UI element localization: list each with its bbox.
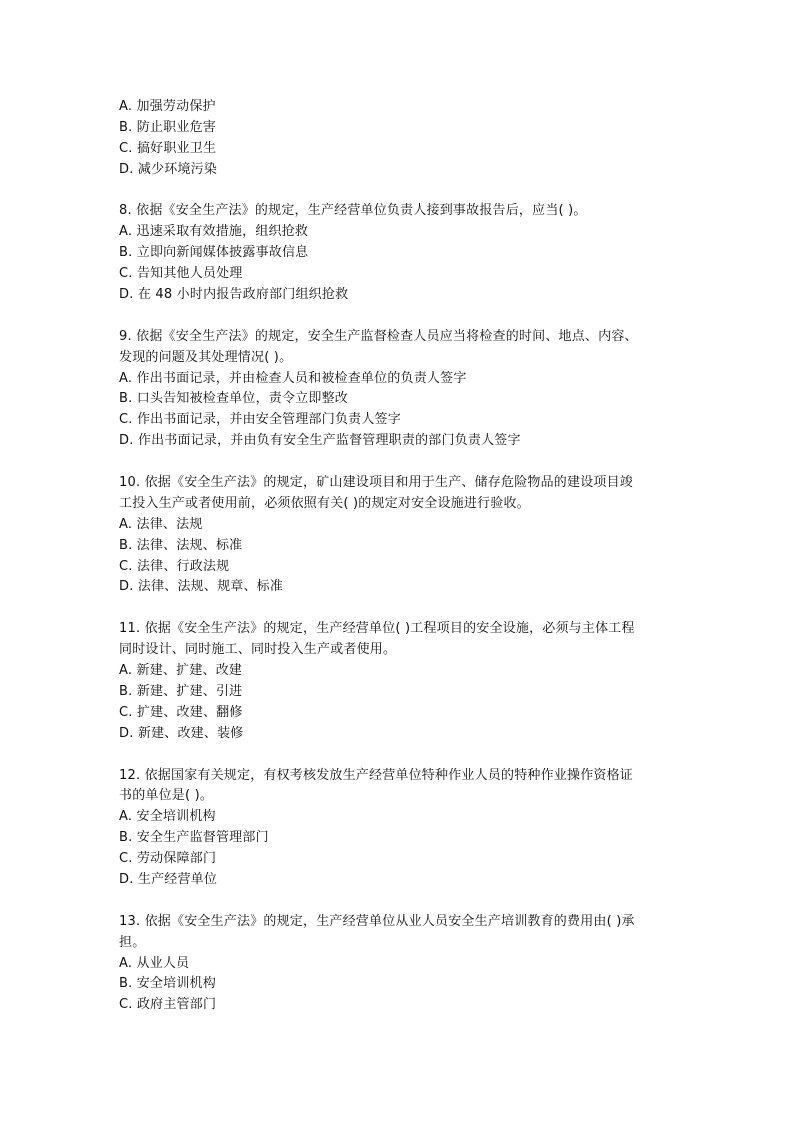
option-c: C. 政府主管部门 bbox=[119, 997, 217, 1013]
option-a: A. 安全培训机构 bbox=[119, 809, 216, 825]
option-b: B. 安全培训机构 bbox=[119, 976, 216, 992]
option-c: C. 劳动保障部门 bbox=[119, 851, 217, 867]
spacer bbox=[119, 452, 689, 473]
option-b: B. 口头告知被检查单位，责令立即整改 bbox=[119, 391, 348, 407]
question-10-stem-continued: 工投入生产或者使用前，必须依照有关( )的规定对安全设施进行验收。 bbox=[119, 495, 530, 511]
option-b: B. 立即向新闻媒体披露事故信息 bbox=[119, 245, 309, 261]
option-c: C. 作出书面记录，并由安全管理部门负责人签字 bbox=[119, 412, 401, 428]
question-10 bbox=[119, 473, 689, 598]
question-11 bbox=[119, 619, 689, 744]
option-b: B. 法律、法规、标准 bbox=[119, 537, 243, 553]
option-a: A. 作出书面记录，并由检查人员和被检查单位的负责人签字 bbox=[119, 370, 467, 386]
question-12-stem: 12. 依据国家有关规定，有权考核发放生产经营单位特种作业人员的特种作业操作资格证 bbox=[119, 767, 634, 783]
option-d: D. 作出书面记录，并由负有安全生产监督管理职责的部门负责人签字 bbox=[119, 433, 521, 449]
option-d: D. 生产经营单位 bbox=[119, 871, 218, 887]
question-11-stem-continued: 同时设计、同时施工、同时投入生产或者使用。 bbox=[119, 642, 397, 658]
option-b: B. 防止职业危害 bbox=[119, 119, 216, 135]
spacer bbox=[119, 891, 689, 912]
question-9-stem-continued: 发现的问题及其处理情况( )。 bbox=[119, 349, 293, 365]
question-10-stem: 10. 依据《安全生产法》的规定，矿山建设项目和用于生产、储存危险物品的建设项目竣 bbox=[119, 475, 634, 491]
question-8 bbox=[119, 201, 689, 305]
option-c: C. 法律、行政法规 bbox=[119, 558, 230, 574]
spacer bbox=[119, 181, 689, 202]
question-12 bbox=[119, 766, 689, 891]
option-c: C. 告知其他人员处理 bbox=[119, 266, 243, 282]
question-12-stem-continued: 书的单位是( )。 bbox=[119, 788, 214, 804]
option-c: C. 搞好职业卫生 bbox=[119, 140, 217, 156]
question-13-stem-continued: 担。 bbox=[119, 934, 146, 950]
spacer bbox=[119, 306, 689, 327]
option-d: D. 法律、法规、规章、标准 bbox=[119, 579, 284, 595]
question-11-stem: 11. 依据《安全生产法》的规定，生产经营单位( )工程项目的安全设施，必须与主体工程 bbox=[119, 621, 635, 637]
question-9 bbox=[119, 327, 689, 452]
option-a: A. 迅速采取有效措施，组织抢救 bbox=[119, 224, 309, 240]
spacer bbox=[119, 745, 689, 766]
option-b: B. 安全生产监督管理部门 bbox=[119, 830, 269, 846]
option-b: B. 新建、扩建、引进 bbox=[119, 683, 243, 699]
option-a: A. 法律、法规 bbox=[119, 516, 203, 532]
option-a: A. 新建、扩建、改建 bbox=[119, 663, 243, 679]
question-8-stem: 8. 依据《安全生产法》的规定，生产经营单位负责人接到事故报告后，应当( )。 bbox=[119, 203, 587, 219]
document-page bbox=[119, 97, 689, 1016]
option-a: A. 从业人员 bbox=[119, 955, 190, 971]
option-a: A. 加强劳动保护 bbox=[119, 99, 216, 114]
option-d: D. 减少环境污染 bbox=[119, 161, 218, 177]
option-c: C. 扩建、改建、翻修 bbox=[119, 704, 243, 720]
question-13 bbox=[119, 912, 689, 1016]
question-9-stem: 9. 依据《安全生产法》的规定，安全生产监督检查人员应当将检查的时间、地点、内容、 bbox=[119, 328, 638, 344]
spacer bbox=[119, 598, 689, 619]
option-d: D. 在 48 小时内报告政府部门组织抢救 bbox=[119, 287, 349, 303]
question-7-options bbox=[119, 97, 689, 181]
question-13-stem: 13. 依据《安全生产法》的规定，生产经营单位从业人员安全生产培训教育的费用由( )承 bbox=[119, 913, 635, 929]
option-d: D. 新建、改建、装修 bbox=[119, 725, 244, 741]
